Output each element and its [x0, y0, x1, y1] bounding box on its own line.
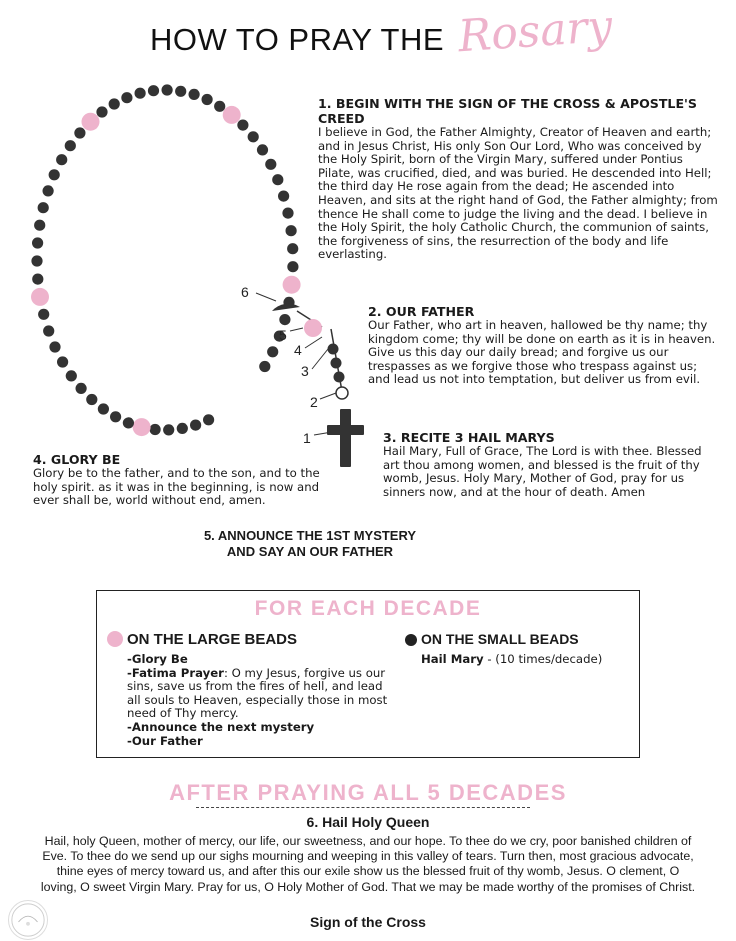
small-beads-list [421, 653, 636, 667]
black-bead-icon [43, 185, 54, 196]
black-bead-icon [110, 411, 121, 422]
black-bead-icon [49, 341, 60, 352]
pink-bead-icon [31, 288, 49, 306]
black-bead-icon [66, 370, 77, 381]
black-bead-icon [34, 220, 45, 231]
black-bead-icon [32, 237, 43, 248]
black-bead-icon [163, 424, 174, 435]
step-2-section [368, 304, 718, 387]
step-1-section [318, 96, 718, 262]
fatima-text: : O my Jesus, forgive us our sins, save us from the fires of hell, and lead all souls to Heaven, especially those in most need of Thy mercy. [127, 665, 388, 721]
label-6: 6 [241, 284, 249, 300]
large-beads-list [127, 653, 397, 748]
label-4: 4 [294, 342, 302, 358]
black-bead-icon [265, 159, 276, 170]
rosary-loop [31, 84, 301, 436]
small-beads-heading: ON THE SMALL BEADS [421, 631, 579, 647]
large-beads-heading: ON THE LARGE BEADS [127, 631, 298, 648]
black-bead-icon [74, 127, 85, 138]
label-2: 2 [310, 394, 318, 410]
leader-line [290, 328, 303, 331]
black-bead-icon [282, 208, 293, 219]
leader-line [320, 393, 336, 399]
pink-bead-icon [133, 418, 151, 436]
black-bead-icon [202, 94, 213, 105]
black-bead-icon [43, 325, 54, 336]
page-title: HOW TO PRAY THE [150, 22, 445, 57]
step-5-section [175, 528, 445, 560]
leader-line [312, 349, 328, 369]
black-bead-icon [248, 131, 259, 142]
black-bead-icon [237, 120, 248, 131]
after-decades-title: AFTER PRAYING ALL 5 DECADES [169, 780, 567, 805]
step-5-line-2: AND SAY AN OUR FATHER [226, 544, 394, 559]
leader-line [256, 293, 276, 301]
pink-bead-icon [223, 106, 241, 124]
black-bead-icon [96, 106, 107, 117]
black-bead-icon [331, 358, 342, 369]
our-father-text: Our Father, who art in heaven, hallowed be thy name; thy kingdom come; thy will be done on earth as it is in heaven. Give us this day our daily bread; and forgive us our trespasses as we forgive those who trespass against us; and lead us not into temptation, but deliver us from evil. [368, 318, 716, 387]
pink-bead-icon [107, 631, 123, 647]
black-bead-icon [177, 423, 188, 434]
black-bead-icon [38, 309, 49, 320]
pink-bead-icon [82, 113, 100, 131]
pink-bead-icon [304, 319, 322, 337]
black-bead-icon [257, 144, 268, 155]
black-bead-icon [286, 225, 297, 236]
black-bead-icon [57, 356, 68, 367]
rosary-centerpiece [272, 304, 300, 311]
black-bead-icon [65, 140, 76, 151]
hail-mary-count: - (10 times/decade) [483, 652, 603, 666]
hail-mary-text: Hail Mary, Full of Grace, The Lord is with thee. Blessed art thou among women, and blessed is the fruit of thy womb, Jesus. Holy Mary, Mother of God, pray for us sinners now, and at the hour of death. Amen [383, 444, 702, 499]
step-5-line-1: 5. ANNOUNCE THE 1ST MYSTERY [203, 528, 417, 543]
step-2-heading: 2. OUR FATHER [368, 304, 475, 319]
step-4-heading: 4. GLORY BE [33, 452, 121, 467]
hail-holy-queen-heading: 6. Hail Holy Queen [306, 814, 430, 830]
leader-line [305, 337, 322, 348]
list-item: -Announce the next mystery [127, 719, 315, 734]
brand-logo-icon [8, 900, 48, 940]
black-bead-icon [98, 403, 109, 414]
list-item: -Glory Be [127, 652, 188, 666]
hail-mary-label: Hail Mary [421, 652, 484, 666]
step-1-heading: 1. BEGIN WITH THE SIGN OF THE CROSS & APOSTLE'S CREED [318, 96, 697, 126]
label-5: 5 [279, 327, 287, 343]
black-bead-icon [334, 372, 345, 383]
black-bead-icon [267, 346, 278, 357]
black-bead-icon [56, 154, 67, 165]
black-bead-icon [272, 174, 283, 185]
black-bead-icon [31, 255, 42, 266]
black-bead-icon [189, 89, 200, 100]
black-bead-icon [259, 361, 270, 372]
step-4-section [33, 452, 333, 508]
pink-bead-icon [283, 276, 301, 294]
black-bead-icon [123, 417, 134, 428]
step-3-section [383, 430, 718, 499]
black-bead-icon [279, 314, 290, 325]
decade-box [96, 590, 640, 758]
black-bead-icon [76, 383, 87, 394]
black-bead-icon [175, 86, 186, 97]
black-bead-icon [214, 101, 225, 112]
black-bead-icon [49, 169, 60, 180]
list-item [127, 667, 397, 721]
black-bead-icon [162, 84, 173, 95]
black-bead-icon [287, 243, 298, 254]
black-bead-icon [135, 88, 146, 99]
black-bead-icon [109, 98, 120, 109]
decade-title: FOR EACH DECADE [254, 597, 482, 620]
glory-be-text: Glory be to the father, and to the son, and to the holy spirit. as it was in the beginning, is now and ever shall be, world without end, amen. [33, 466, 320, 508]
divider [196, 807, 530, 808]
label-3: 3 [301, 363, 309, 379]
black-bead-icon [405, 634, 417, 646]
black-bead-icon [190, 420, 201, 431]
black-bead-icon [32, 274, 43, 285]
fatima-label: -Fatima Prayer [127, 665, 224, 680]
closing-sign-of-cross: Sign of the Cross [310, 914, 426, 930]
apostles-creed-text: I believe in God, the Father Almighty, Creator of Heaven and earth; and in Jesus Christ, His only Son Our Lord, Who was conceived by the Holy Spirit, born of the Virgin Mary, suffered under Pontius Pilate, was crucified, died, and was buried. He descended into Hell; the third day He rose again from the dead; He ascended into Heaven, and sits at the right hand of God, the Father almighty; from thence He shall come to judge the living and the dead. I believe in the Holy Spirit, the holy Catholic Church, the communion of saints, the forgiveness of sins, the resurrection of the body and life everlasting. [318, 125, 718, 262]
black-bead-icon [150, 424, 161, 435]
black-bead-icon [278, 191, 289, 202]
label-1: 1 [303, 430, 311, 446]
open-bead-icon [336, 387, 348, 399]
black-bead-icon [148, 85, 159, 96]
black-bead-icon [86, 394, 97, 405]
black-bead-icon [38, 202, 49, 213]
page-title-script: Rosary [456, 0, 614, 63]
black-bead-icon [121, 92, 132, 103]
black-bead-icon [287, 261, 298, 272]
step-3-heading: 3. RECITE 3 HAIL MARYS [383, 430, 555, 445]
hail-holy-queen-text: Hail, holy Queen, mother of mercy, our life, our sweetness, and our hope. To thee do we cry, poor banished children of Eve. To thee do we send up our sighs mourning and weeping in this valley of tears. Turn then, most gracious advocate, thine eyes of mercy toward us, and after this our exile show us the blessed fruit of thy womb, Jesus. O clement, O loving, O sweet Virgin Mary. Pray for us, O Holy Mother of God. That we may be made worthy of the promises of Christ. [40, 834, 696, 894]
black-bead-icon [203, 414, 214, 425]
list-item: -Our Father [127, 733, 203, 748]
black-bead-icon [328, 344, 339, 355]
